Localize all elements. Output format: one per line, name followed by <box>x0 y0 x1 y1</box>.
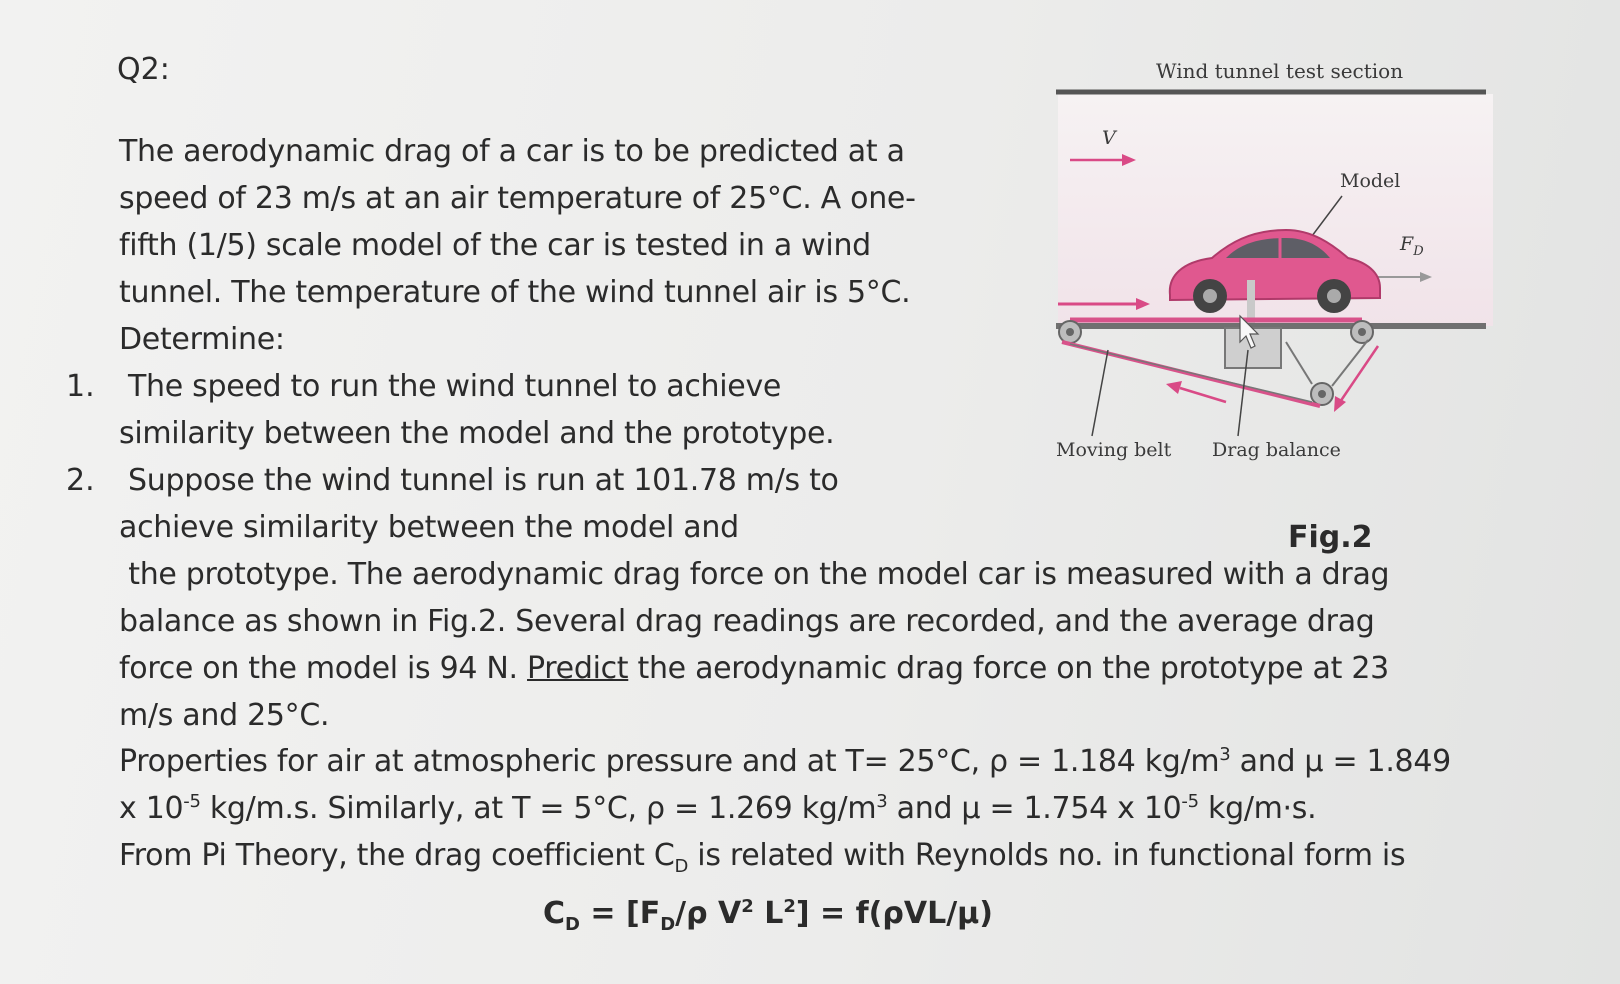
superscript: 3 <box>876 791 888 812</box>
moving-belt-leader <box>1092 350 1108 436</box>
item-2-line-2: achieve similarity between the model and <box>119 510 739 545</box>
belt-return-arrow <box>1166 381 1226 402</box>
item-2-number: 2. <box>66 463 95 498</box>
pi-theory-text: is related with Reynolds no. in functional form is <box>688 838 1406 873</box>
wind-tunnel-diagram <box>1050 50 1500 490</box>
formula-text: /ρ V <box>675 896 742 931</box>
item-2-line-5 <box>119 645 1389 693</box>
formula-text: C <box>543 896 566 931</box>
item-2-line-6: m/s and 25°C. <box>119 698 330 733</box>
test-section-title: Wind tunnel test section <box>1156 59 1404 83</box>
subscript: D <box>660 914 676 935</box>
velocity-label: V <box>1102 127 1116 149</box>
force-symbol: F <box>1400 233 1414 255</box>
properties-text: and μ = 1.849 <box>1230 744 1451 779</box>
item-2-line-5-post: the aerodynamic drag force on the prototype at 23 <box>628 651 1389 686</box>
formula-text: L <box>753 896 784 931</box>
formula-text: = [F <box>579 896 661 931</box>
item-1-number: 1. <box>66 369 95 404</box>
question-label: Q2: <box>117 52 170 87</box>
item-2-line-1: Suppose the wind tunnel is run at 101.78 m/s to <box>128 463 839 498</box>
subscript: D <box>674 856 689 877</box>
superscript: -5 <box>183 791 201 812</box>
intro-line-2: speed of 23 m/s at an air temperature of 25°C. A one- <box>119 181 916 216</box>
item-2-line-4: balance as shown in Fig.2. Several drag readings are recorded, and the average drag <box>119 604 1375 639</box>
superscript: 2 <box>783 896 796 917</box>
formula-text: ] = f(ρVL/μ) <box>795 896 993 931</box>
intro-line-3: fifth (1/5) scale model of the car is tested in a wind <box>119 228 871 263</box>
item-1-line-1: The speed to run the wind tunnel to achieve <box>128 369 782 404</box>
drag-balance-label: Drag balance <box>1212 439 1341 461</box>
pi-theory-line <box>119 832 1405 880</box>
model-label: Model <box>1340 170 1401 192</box>
predict-word: Predict <box>527 651 629 686</box>
drag-coefficient-formula <box>543 896 993 935</box>
properties-text: kg/m.s. Similarly, at T = 5°C, ρ = 1.269 kg/m <box>200 791 877 826</box>
intro-line-4: tunnel. The temperature of the wind tunnel air is 5°C. <box>119 275 911 310</box>
force-subscript: D <box>1413 244 1424 259</box>
item-2-line-3: the prototype. The aerodynamic drag force on the model car is measured with a drag <box>119 557 1390 592</box>
subscript: D <box>565 914 580 935</box>
superscript: -5 <box>1181 791 1199 812</box>
moving-belt-label: Moving belt <box>1056 439 1172 461</box>
properties-text: kg/m·s. <box>1198 791 1317 826</box>
superscript: 2 <box>741 896 754 917</box>
figure-caption: Fig.2 <box>1288 520 1373 555</box>
properties-line-2 <box>119 785 1316 833</box>
superscript: 3 <box>1219 744 1231 765</box>
properties-text: and μ = 1.754 x 10 <box>887 791 1182 826</box>
properties-text: Properties for air at atmospheric pressure and at T= 25°C, ρ = 1.184 kg/m <box>119 744 1220 779</box>
properties-line-1 <box>119 738 1451 786</box>
item-1-line-2: similarity between the model and the prototype. <box>119 416 835 451</box>
item-2-line-5-pre: force on the model is 94 N. <box>119 651 528 686</box>
pi-theory-text: From Pi Theory, the drag coefficient C <box>119 838 675 873</box>
properties-text: x 10 <box>119 791 184 826</box>
intro-line-1: The aerodynamic drag of a car is to be predicted at a <box>119 134 905 169</box>
intro-line-5: Determine: <box>119 322 285 357</box>
